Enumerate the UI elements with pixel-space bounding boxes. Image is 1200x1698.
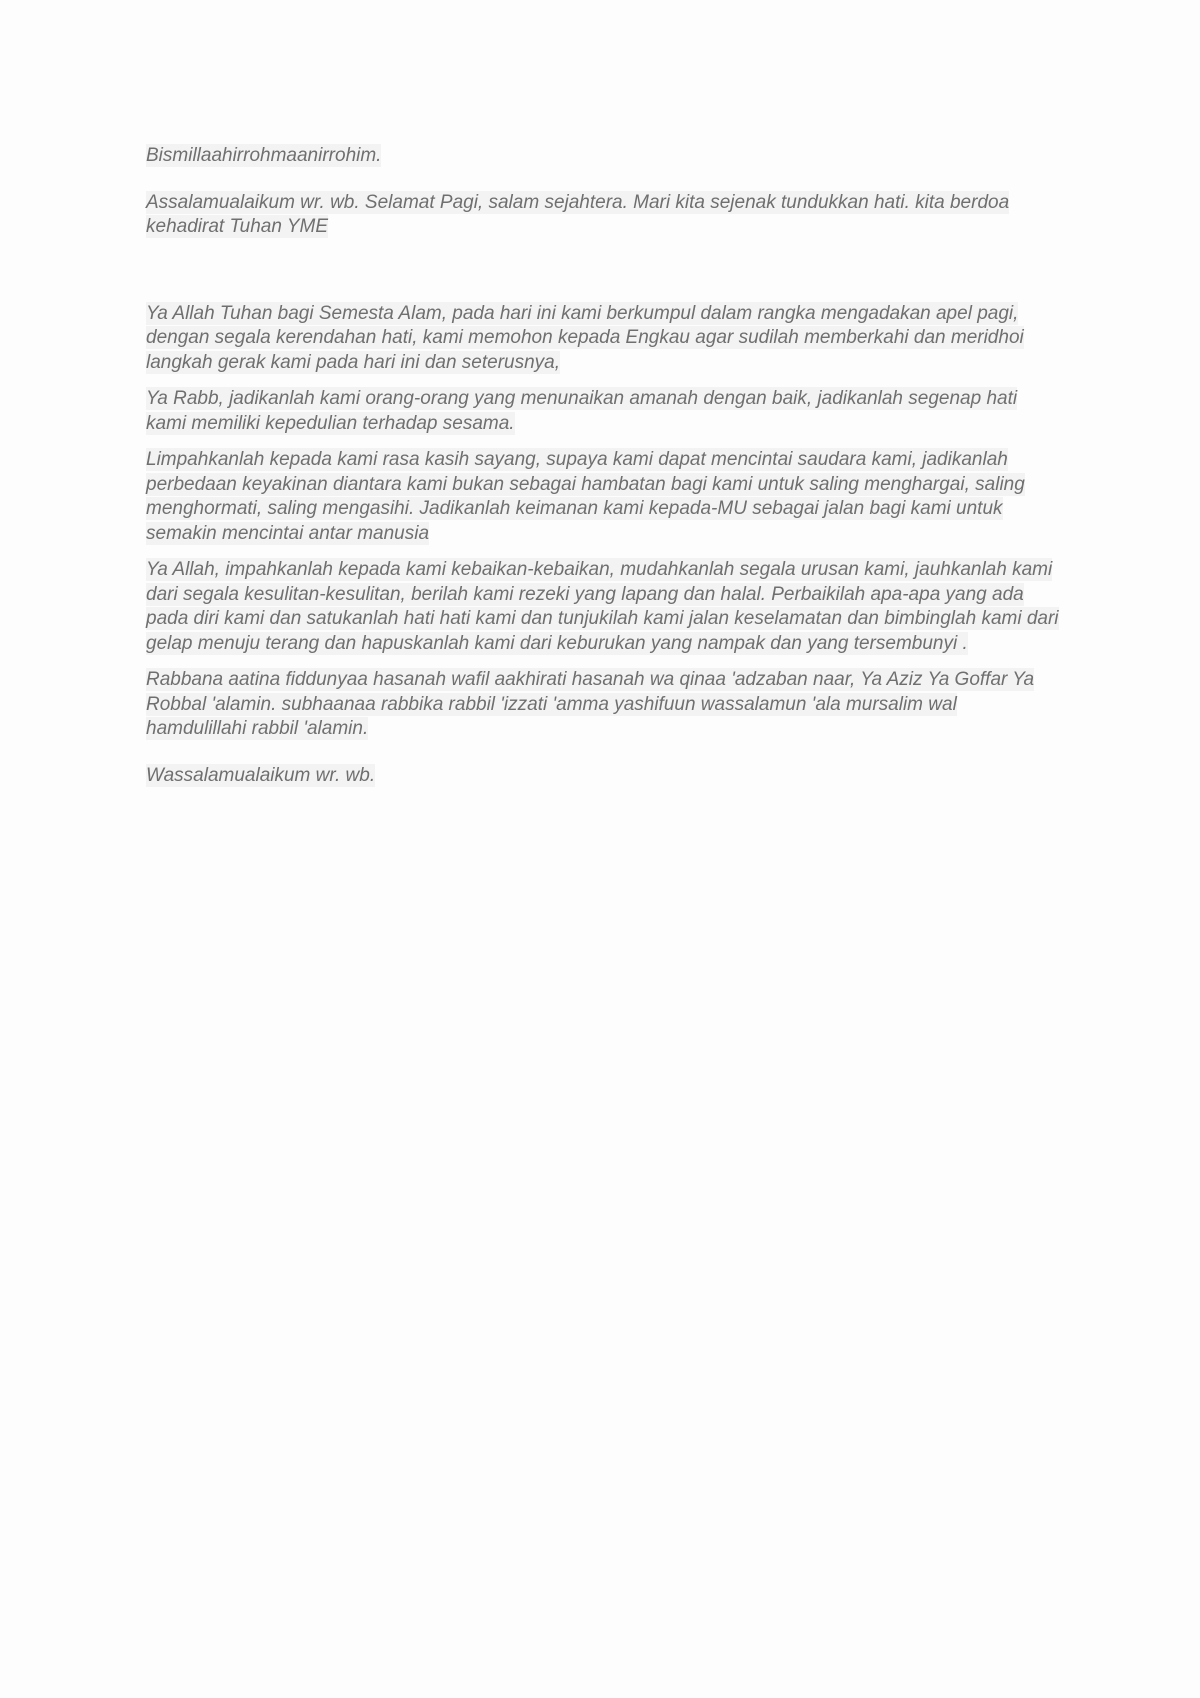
closing-salutation: Wassalamualaikum wr. wb. [146,764,376,786]
prayer-paragraph-2: Ya Rabb, jadikanlah kami orang-orang yang menunaikan amanah dengan baik, jadikanlah segenap hati kami memiliki kepedulian terhadap sesama. [146,388,1018,434]
prayer-paragraph-1: Ya Allah Tuhan bagi Semesta Alam, pada hari ini kami berkumpul dalam rangka mengadakan apel pagi, dengan segala kerendahan hati, kami memohon kepada Engkau agar sudilah memberkahi dan meridhoi langkah gerak kami pada hari ini dan seterusnya, [146,302,1024,373]
document-body [146,144,1061,805]
opening-basmalah: Bismillaahirrohmaanirrohim. [146,145,382,166]
closing-prayer-paragraph: Rabbana aatina fiddunyaa hasanah wafil aakhirati hasanah wa qinaa 'adzaban naar, Ya Aziz Ya Goffar Ya Robbal 'alamin. subhaanaa rabbika rabbil 'izzati 'amma yashifuun wassalamun 'ala mursalim wal hamdulillahi rabbil 'alamin. [146,669,1035,739]
prayer-paragraph-4: Ya Allah, impahkanlah kepada kami kebaikan-kebaikan, mudahkanlah segala urusan kami, jauhkanlah kami dari segala kesulitan-kesulitan, berilah kami rezeki yang lapang dan halal. Perbaikilah apa-apa yang ada pada diri kami dan satukanlah hati hati kami dan tunjukilah kami jalan keselamatan dan bimbinglah kami dari gelap menuju terang dan hapuskanlah kami dari keburukan yang nampak dan yang tersembunyi . [146,559,1059,654]
prayer-paragraph-3: Limpahkanlah kepada kami rasa kasih sayang, supaya kami dapat mencintai saudara kami, jadikanlah perbedaan keyakinan diantara kami bukan sebagai hambatan bagi kami untuk saling menghargai, saling menghormati, saling mengasihi. Jadikanlah keimanan kami kepada-MU sebagai jalan bagi kami untuk semakin mencintai antar manusia [146,449,1025,544]
greeting-paragraph: Assalamualaikum wr. wb. Selamat Pagi, salam sejahtera. Mari kita sejenak tundukkan hati. kita berdoa kehadirat Tuhan YME [146,191,1010,237]
